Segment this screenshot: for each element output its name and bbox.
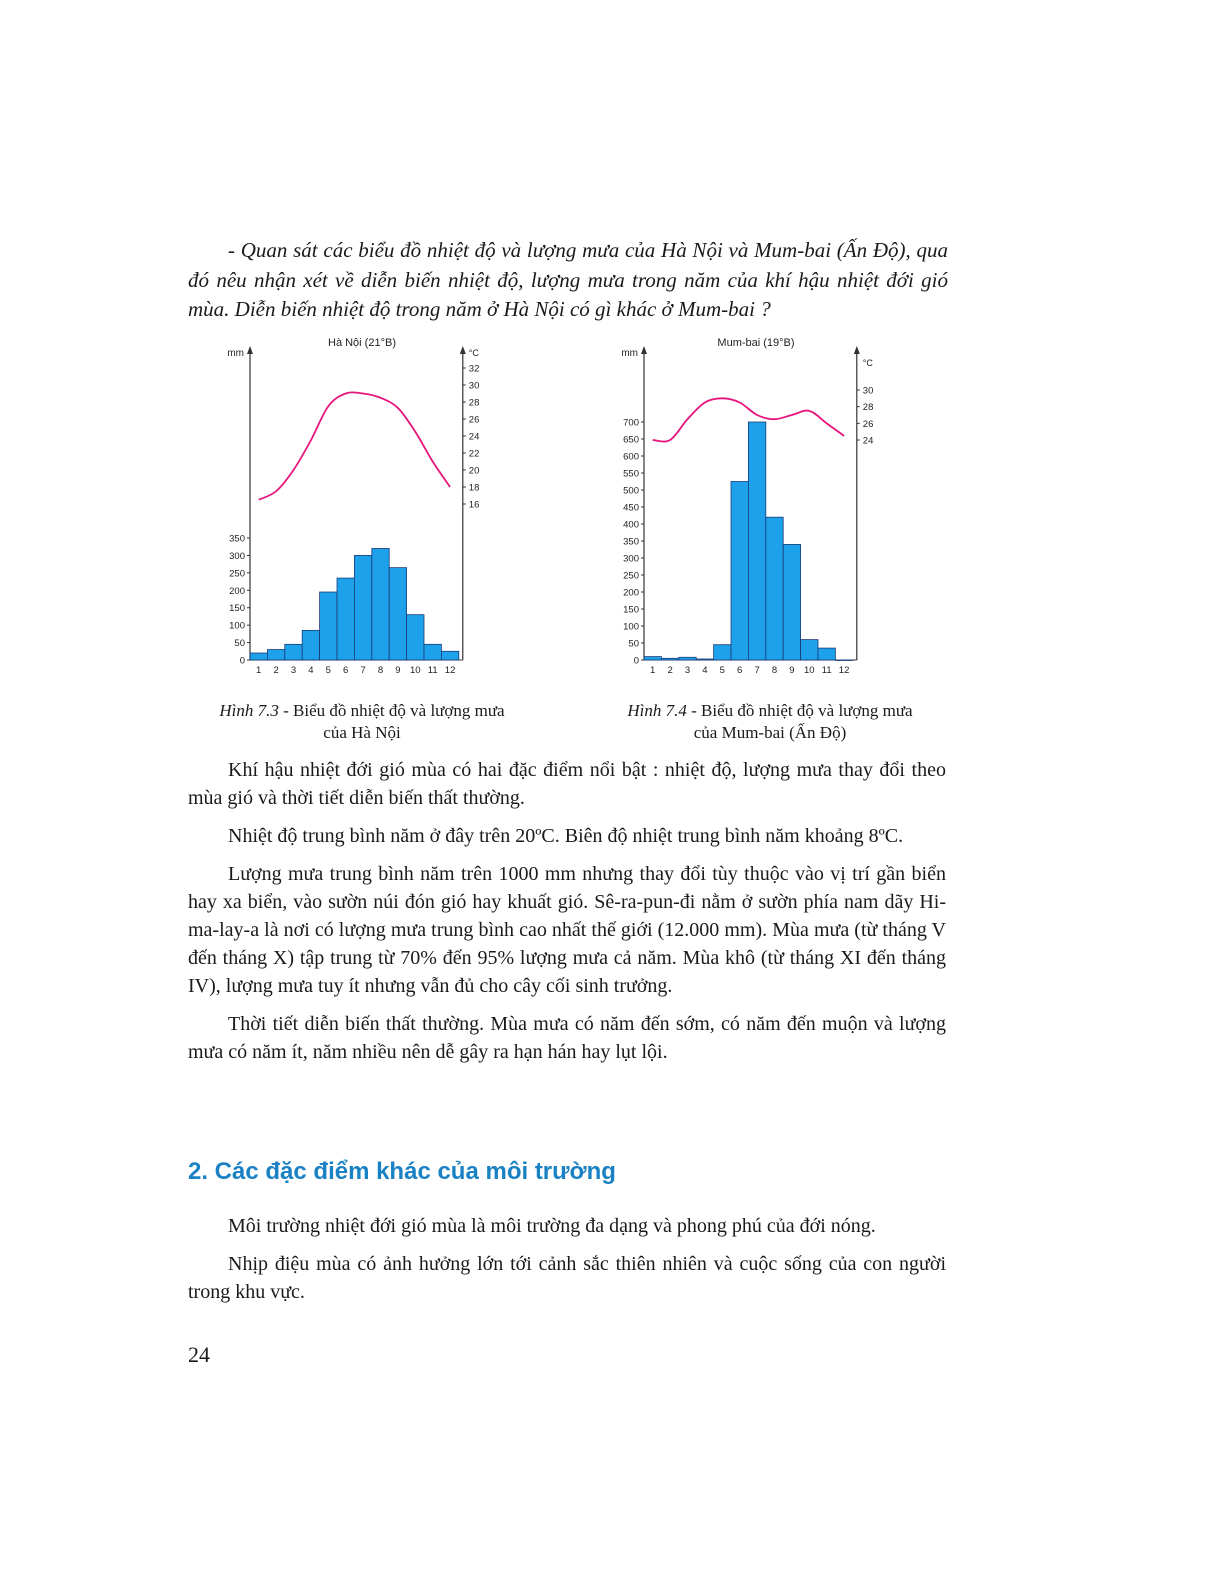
left-tick-label: 200 — [623, 587, 639, 599]
section-2-text — [188, 1212, 946, 1316]
rainfall-bar — [407, 615, 424, 660]
rainfall-bar — [818, 648, 835, 660]
rainfall-bar — [250, 653, 267, 660]
right-tick-label: 24 — [862, 435, 874, 447]
rainfall-bar — [679, 657, 696, 660]
month-label: 2 — [667, 665, 673, 676]
left-axis-unit: mm — [621, 348, 638, 359]
climate-chart-svg — [212, 332, 512, 692]
right-tick-label: 30 — [862, 385, 874, 397]
rainfall-bar — [696, 659, 713, 660]
left-tick-label: 500 — [623, 485, 639, 497]
month-label: 6 — [737, 665, 743, 676]
month-label: 6 — [343, 665, 349, 676]
left-tick-label: 350 — [229, 533, 245, 545]
right-tick-label: 22 — [468, 448, 480, 460]
left-tick-label: 100 — [229, 620, 245, 632]
rainfall-bar — [441, 651, 458, 660]
rainfall-bar — [285, 644, 302, 660]
month-label: 1 — [650, 665, 656, 676]
rainfall-bar — [389, 568, 406, 660]
month-label: 10 — [410, 665, 421, 676]
month-label: 5 — [325, 665, 331, 676]
left-tick-label: 300 — [229, 550, 245, 562]
right-tick-label: 32 — [468, 363, 480, 375]
right-tick-label: 24 — [468, 431, 480, 443]
left-tick-label: 50 — [234, 638, 245, 650]
left-axis-unit: mm — [227, 348, 244, 359]
right-axis-unit: °C — [468, 348, 479, 358]
caption-mumbai-text-2: của Mum-bai (Ấn Độ) — [693, 723, 847, 742]
left-tick-label: 50 — [628, 638, 639, 650]
rainfall-bar — [372, 548, 389, 660]
section-heading: 2. Các đặc điểm khác của môi trường — [188, 1158, 616, 1185]
rainfall-bar — [766, 517, 783, 660]
month-label: 4 — [702, 665, 708, 676]
right-tick-label: 30 — [468, 380, 480, 392]
chart-title: Hà Nội (21°B) — [328, 337, 396, 349]
rainfall-bar — [424, 644, 441, 660]
rainfall-bar — [337, 578, 354, 660]
left-tick-label: 350 — [623, 536, 639, 548]
month-label: 5 — [719, 665, 725, 676]
section-paragraph-1: Môi trường nhiệt đới gió mùa là môi trường đa dạng và phong phú của đới nóng. — [228, 1215, 876, 1237]
month-label: 8 — [377, 665, 384, 676]
section-paragraph-2: Nhịp điệu mùa có ảnh hưởng lớn tới cảnh sắc thiên nhiên và cuộc sống của con người trong khu vực. — [188, 1253, 946, 1303]
caption-mumbai — [590, 700, 950, 744]
right-tick-label: 16 — [468, 499, 480, 511]
right-axis-unit: °C — [862, 358, 873, 368]
left-tick-label: 400 — [623, 519, 639, 531]
paragraph-1: Khí hậu nhiệt đới gió mùa có hai đặc điểm nổi bật : nhiệt độ, lượng mưa thay đổi theo mùa gió và thời tiết diễn biến thất thường. — [188, 759, 946, 809]
caption-hanoi-text-2: của Hà Nội — [323, 723, 401, 742]
rainfall-bar — [354, 555, 371, 660]
left-tick-label: 700 — [623, 417, 639, 429]
month-label: 7 — [360, 665, 366, 676]
month-label: 4 — [308, 665, 314, 676]
caption-hanoi-text: - Biểu đồ nhiệt độ và lượng mưa — [278, 701, 505, 720]
climate-chart-svg — [606, 332, 906, 692]
right-tick-label: 18 — [468, 482, 480, 494]
rainfall-bar — [302, 630, 319, 660]
rainfall-bar — [783, 544, 800, 660]
left-tick-label: 0 — [633, 655, 639, 667]
month-label: 12 — [838, 665, 850, 676]
left-tick-label: 450 — [623, 502, 639, 514]
caption-mumbai-text: - Biểu đồ nhiệt độ và lượng mưa — [686, 701, 913, 720]
left-axis-arrow — [641, 346, 647, 354]
left-tick-label: 650 — [623, 434, 639, 446]
question-text: - Quan sát các biểu đồ nhiệt độ và lượng mưa của Hà Nội và Mum-bai (Ấn Độ), qua đó nêu nhận xét về diễn biến nhiệt độ, lượng mưa trong năm của khí hậu nhiệt đới gió mùa. Diễn biến nhiệt độ trong năm ở Hà Nội có gì khác ở Mum-bai ? — [188, 238, 948, 321]
climate-description — [188, 756, 946, 1076]
month-label: 2 — [273, 665, 279, 676]
left-tick-label: 600 — [623, 451, 639, 463]
month-label: 10 — [804, 665, 815, 676]
paragraph-2: Nhiệt độ trung bình năm ở đây trên 20ºC. Biên độ nhiệt trung bình năm khoảng 8ºC. — [228, 825, 904, 847]
month-label: 9 — [395, 665, 401, 676]
left-tick-label: 150 — [229, 603, 245, 615]
mumbai-climate-chart — [606, 332, 906, 692]
paragraph-4: Thời tiết diễn biến thất thường. Mùa mưa có năm đến sớm, có năm đến muộn và lượng mưa có năm ít, năm nhiều nên dễ gây ra hạn hán hay lụt lội. — [188, 1013, 946, 1063]
month-label: 8 — [771, 665, 778, 676]
month-label: 1 — [256, 665, 262, 676]
chart-title: Mum-bai (19°B) — [717, 337, 795, 349]
rainfall-bar — [644, 657, 661, 660]
caption-hanoi-figure: Hình 7.3 — [219, 701, 279, 720]
rainfall-bar — [714, 645, 731, 660]
right-tick-label: 20 — [468, 465, 480, 477]
month-label: 9 — [789, 665, 795, 676]
left-tick-label: 0 — [239, 655, 245, 667]
right-tick-label: 28 — [468, 397, 480, 409]
left-tick-label: 250 — [623, 570, 639, 582]
month-label: 3 — [290, 665, 297, 676]
month-label: 7 — [754, 665, 760, 676]
left-tick-label: 550 — [623, 468, 639, 480]
month-label: 11 — [427, 665, 438, 676]
rainfall-bar — [661, 658, 678, 660]
rainfall-bar — [835, 660, 852, 661]
month-label: 11 — [821, 665, 832, 676]
left-tick-label: 300 — [623, 553, 639, 565]
left-tick-label: 100 — [623, 621, 639, 633]
right-tick-label: 26 — [468, 414, 480, 426]
rainfall-bar — [731, 482, 748, 661]
rainfall-bar — [801, 640, 818, 660]
page-number: 24 — [188, 1342, 210, 1367]
caption-hanoi — [182, 700, 542, 744]
right-axis-arrow — [854, 346, 860, 354]
right-tick-label: 26 — [862, 418, 874, 430]
left-tick-label: 150 — [623, 604, 639, 616]
rainfall-bar — [267, 650, 284, 660]
caption-mumbai-figure: Hình 7.4 — [627, 701, 687, 720]
rainfall-bar — [748, 422, 765, 660]
paragraph-3: Lượng mưa trung bình năm trên 1000 mm nhưng thay đổi tùy thuộc vào vị trí gần biển hay xa biển, vào sườn núi đón gió hay khuất gió. Sê-ra-pun-đi nằm ở sườn phía nam dãy Hi-ma-lay-a là nơi có lượng mưa trung bình cao nhất thế giới (12.000 mm). Mùa mưa (từ tháng V đến tháng X) tập trung từ 70% đến 95% lượng mưa cả năm. Mùa khô (từ tháng XI đến tháng IV), lượng mưa tuy ít nhưng vẫn đủ cho cây cối sinh trưởng. — [188, 863, 946, 997]
right-tick-label: 28 — [862, 402, 874, 414]
right-axis-arrow — [460, 346, 466, 354]
left-tick-label: 250 — [229, 568, 245, 580]
left-axis-arrow — [247, 346, 253, 354]
hanoi-climate-chart — [212, 332, 512, 692]
temperature-line — [259, 392, 450, 499]
left-tick-label: 200 — [229, 585, 245, 597]
month-label: 12 — [444, 665, 456, 676]
month-label: 3 — [684, 665, 691, 676]
rainfall-bar — [320, 592, 337, 660]
